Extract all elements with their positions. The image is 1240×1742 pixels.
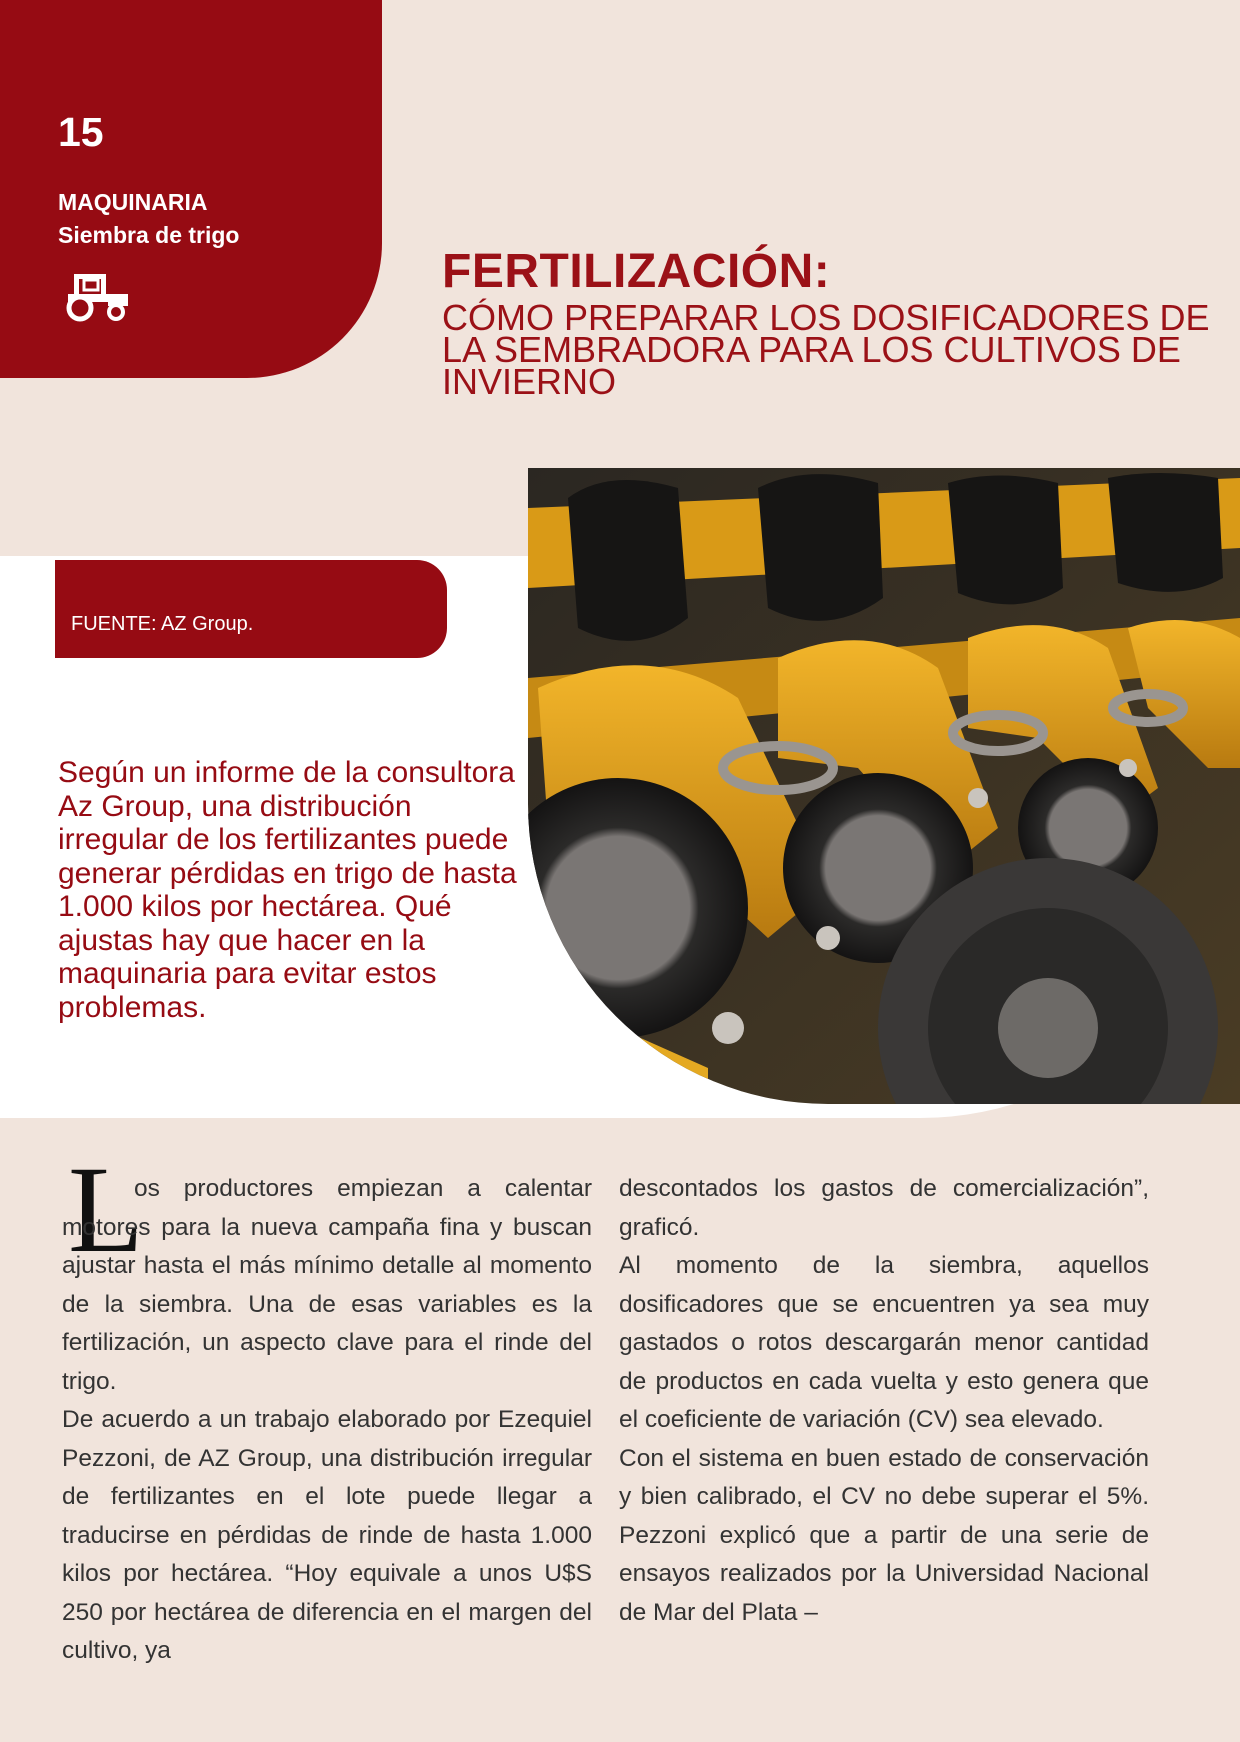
body-paragraph: descontados los gastos de comercialización”, graficó. bbox=[619, 1175, 1149, 1241]
page-number: 15 bbox=[58, 109, 104, 155]
section-label bbox=[58, 186, 239, 252]
body-paragraph: Al momento de la siembra, aquellos dosificadores que se encuentren ya sea muy gastados o rotos descargarán menor cantidad de productos en cada vuelta y esto genera que el coeficiente de variación (CV) sea elevado. bbox=[619, 1252, 1149, 1433]
tractor-icon bbox=[64, 270, 132, 322]
section-name: MAQUINARIA bbox=[58, 189, 208, 215]
seeder-photo bbox=[528, 468, 1240, 1104]
photo-caption: FUENTE: AZ Group. bbox=[71, 613, 254, 635]
subsection-name: Siembra de trigo bbox=[58, 222, 240, 248]
body-column-left bbox=[62, 1170, 592, 1671]
body-paragraph: Con el sistema en buen estado de conservación y bien calibrado, el CV no debe superar el 5%. Pezzoni explicó que a partir de una serie de ensayos realizados por la Universidad Nacional de Mar del Plata – bbox=[619, 1444, 1149, 1626]
lead-paragraph: Según un informe de la consultora Az Group, una distribución irregular de los fertilizantes puede generar pérdidas en trigo de hasta 1.000 kilos por hectárea. Qué ajustas hay que hacer en la maquinaria para evitar estos problemas. bbox=[58, 756, 517, 1024]
body-paragraph: De acuerdo a un trabajo elaborado por Ezequiel Pezzoni, de AZ Group, una distribución irregular de fertilizantes en el lote puede llegar a traducirse en pérdidas de rinde de hasta 1.000 kilos por hectárea. “Hoy equivale a unos U$S 250 por hectárea de diferencia en el margen del cultivo, ya bbox=[62, 1406, 592, 1664]
body-column-right bbox=[619, 1170, 1149, 1632]
photo-source-tab bbox=[55, 560, 447, 658]
drop-cap: L bbox=[68, 1141, 144, 1278]
article-subtitle: CÓMO PREPARAR LOS DOSIFICADORES DE LA SEMBRADORA PARA LOS CULTIVOS DE INVIERNO bbox=[442, 297, 1210, 402]
article-title: FERTILIZACIÓN: bbox=[442, 245, 831, 298]
body-paragraph: os productores empiezan a calentar motores para la nueva campaña fina y buscan ajustar hasta el más mínimo detalle al momento de la siembra. Una de esas variables es la fertilización, un aspecto clave para el rinde del trigo. bbox=[62, 1175, 592, 1395]
